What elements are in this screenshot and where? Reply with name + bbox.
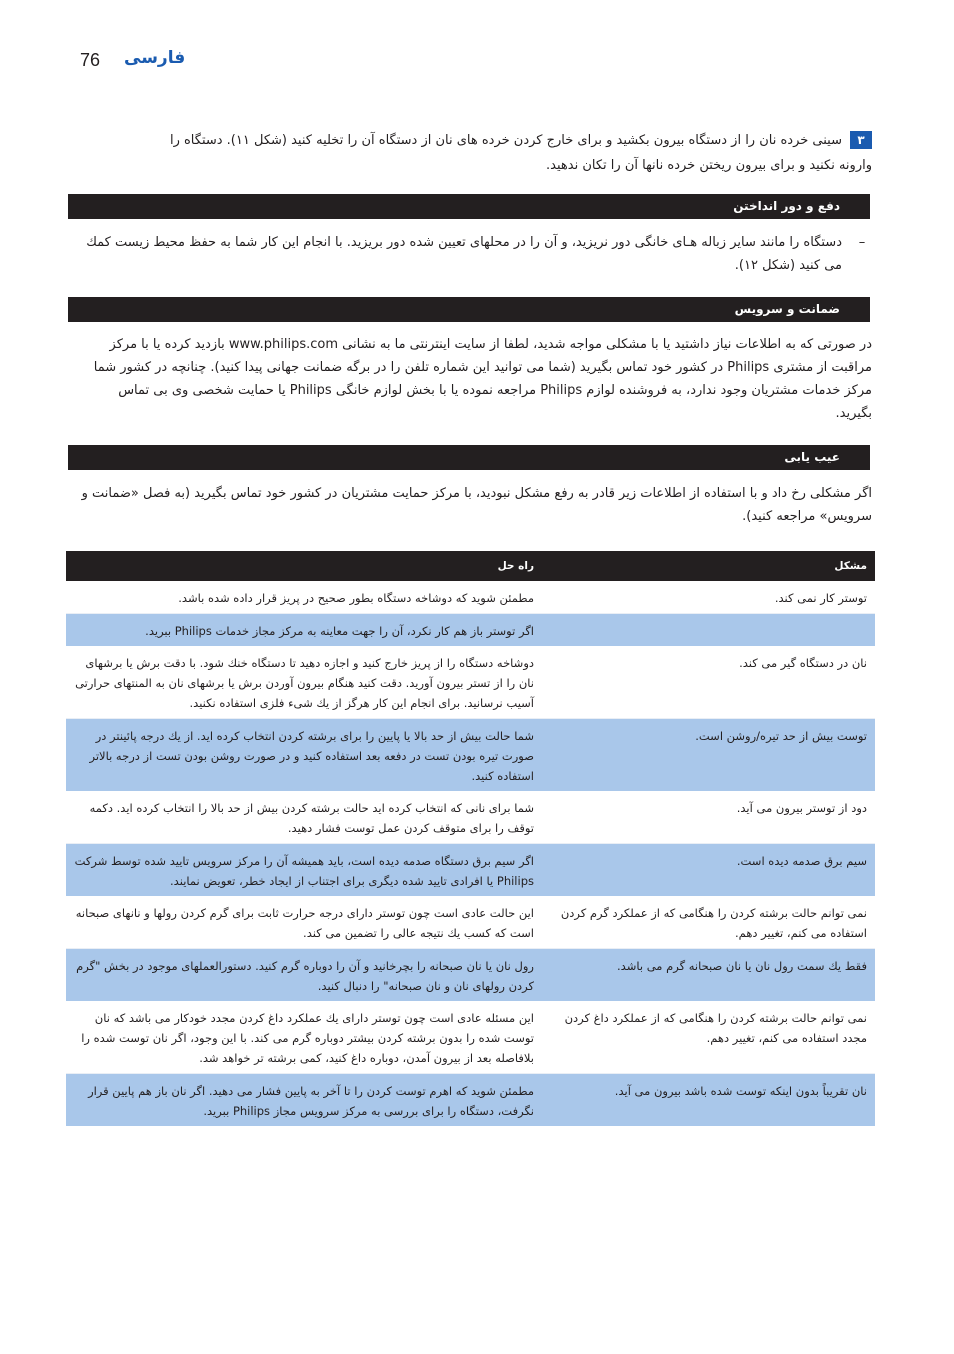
- table-row: [66, 1074, 875, 1127]
- problem-cell: نان تقریباً بدون اینکه توست شده باشد بیرون می آید.: [542, 1074, 875, 1127]
- table-row: [66, 646, 875, 719]
- step-3: [160, 128, 872, 178]
- language-label: فارسی: [124, 48, 186, 68]
- troubleshooting-table: [66, 551, 875, 1126]
- guarantee-paragraph: در صورتی که به اطلاعات نیاز داشتید یا با مشکلی مواجه شدید، لطفا از سایت اینترنتی ما به نشانی www.philips.com بازدید کرده یا با مرکز مراقبت از مشتری Philips در کشور خود تماس بگیرید (شما می توانید این شماره تلفن را در برگه ضمانت جهانی پیدا کنید). چنانچه در کشور شما مرکز خدمات مشتریان وجود ندارد، به فروشنده لوازم Philips مراجعه نموده یا با بخش لوازم خانگی Philips یا حمایت شخصی وی بی تماس بگیرید.: [93, 337, 872, 421]
- table-row: [66, 896, 875, 949]
- table-row: [66, 581, 875, 614]
- solution-cell: این حالت عادی است چون توستر دارای درجه حرارت ثابت برای گرم کردن رولها و نانهای صبحانه است که کسب یك نتیجه عالی را تضمین می کند.: [66, 896, 542, 949]
- table-body: [66, 581, 875, 1126]
- problem-cell: دود از توستر بیرون می آید.: [542, 791, 875, 844]
- problem-cell: سیم برق صدمه دیده است.: [542, 844, 875, 897]
- table-row: [66, 614, 875, 647]
- table-row: [66, 949, 875, 1002]
- solution-cell: مطمئن شوید که اهرم توست کردن را تا آخر به پایین فشار می دهید. اگر نان باز هم پایین قرار نگرفت، دستگاه را برای بررسی به مرکز سرویس مجاز Philips ببرید.: [66, 1074, 542, 1127]
- table-row: [66, 719, 875, 792]
- problem-cell: نمی توانم حالت برشته کردن را هنگامی که از عملکرد گرم کردن استفاده می کنم، تغییر دهم.: [542, 896, 875, 949]
- table-row: [66, 844, 875, 897]
- disposal-text: دستگاه را مانند سایر زباله هـای خانگی دور نریزید، و آن را در محلهای تعیین شده دور بریزید. با انجام این کار شما به حفظ محیط زیست کمك می کنید (شکل ۱۲).: [86, 235, 842, 273]
- page-number: 76: [80, 50, 101, 70]
- problem-cell: نان در دستگاه گیر می کند.: [542, 646, 875, 719]
- solution-cell: رول نان یا نان صبحانه را بچرخانید و آن را دوباره گرم کنید. دستورالعملهای موجود در بخش "گرم کردن رولهای نان و نان صبحانه" را دنبال کنید.: [66, 949, 542, 1002]
- table-row: [66, 791, 875, 844]
- section-heading-troubleshooting: عیب یابی: [68, 445, 870, 470]
- solution-cell: این مسئله عادی است چون توستر دارای یك عملکرد داغ کردن مجدد خودکار می باشد که نان توست شده را بدون برشته کردن بیشتر دوباره گرم می کند. با این وجود، اگر نان توست شده را بلافاصله بعد از بیرون آمدن، دوباره داغ کنید، کمی برشته تر خواهد شد.: [66, 1001, 542, 1074]
- table-header-row: [66, 551, 875, 581]
- solution-cell: شما برای نانی که انتخاب کرده اید حالت برشته کردن بیش از حد بالا را انتخاب کرده اید. دکمه توقف را برای متوقف کردن عمل توست فشار دهید.: [66, 791, 542, 844]
- troubleshooting-paragraph: اگر مشکلی رخ داد و با استفاده از اطلاعات زیر قادر به رفع مشکل نبودید، با مرکز حمایت مشتریان در کشور خود تماس بگیرید (به فصل «ضمانت و سرویس» مراجعه کنید).: [81, 486, 872, 524]
- solution-cell: دوشاخه دستگاه را از پریز خارج کنید و اجازه دهید تا دستگاه خنك شود. با دقت برش یا برشهای نان را از تستر بیرون آورید. دقت کنید هنگام بیرون آوردن برش یا برشهای نان به المنتهای حرارتی آسیب نرسانید. برای انجام این کار هرگز از یك شیء فلزی استفاده نکنید.: [66, 646, 542, 719]
- problem-cell: نمی توانم حالت برشته کردن را هنگامی که از عملکرد داغ کردن مجدد استفاده می کنم، تغییر دهم.: [542, 1001, 875, 1074]
- solution-cell: شما حالت بیش از حد بالا یا پایین را برای برشته کردن انتخاب کرده اید. از یك درجه پائینتر در صورت تیره بودن تست در دفعه بعد استفاده کنید و در صورت روشن بودن تست از درجه بالاتر استفاده کنید.: [66, 719, 542, 792]
- problem-cell: [542, 614, 875, 647]
- solution-cell: اگر سیم برق دستگاه صدمه دیده است، باید همیشه آن را مرکز سرویس تایید شده توسط شرکت Philips یا افرادی تایید شده دیگری برای اجتناب از ایجاد خطر، تعویض نمایند.: [66, 844, 542, 897]
- problem-cell: فقط یك سمت رول نان یا نان صبحانه گرم می باشد.: [542, 949, 875, 1002]
- disposal-bullet: [80, 231, 866, 277]
- solution-cell: اگر توستر باز هم کار نکرد، آن را جهت معاینه به مرکز مجاز خدمات Philips ببرید.: [66, 614, 542, 647]
- problem-cell: توست بیش از حد تیره/روشن است.: [542, 719, 875, 792]
- table-row: [66, 1001, 875, 1074]
- problem-cell: توستر کار نمی کند.: [542, 581, 875, 614]
- step-number-badge: ۳: [850, 131, 872, 149]
- solution-cell: مطمئن شوید که دوشاخه دستگاه بطور صحیح در پریز قرار داده شده باشد.: [66, 581, 542, 614]
- column-header-problem: مشکل: [542, 551, 875, 581]
- step-text: سینی خرده نان را از دستگاه بیرون بکشید و برای خارج کردن خرده های نان از دستگاه آن را تخلیه کنید (شکل ۱۱). دستگاه را وارونه نکنید و برای بیرون ریختن خرده نانها آن را تکان ندهید.: [169, 133, 872, 173]
- column-header-solution: راه حل: [66, 551, 542, 581]
- section-heading-guarantee: ضمانت و سرویس: [68, 297, 870, 322]
- section-heading-disposal: دفع و دور انداختن: [68, 194, 870, 219]
- bullet-dash: –: [858, 235, 866, 250]
